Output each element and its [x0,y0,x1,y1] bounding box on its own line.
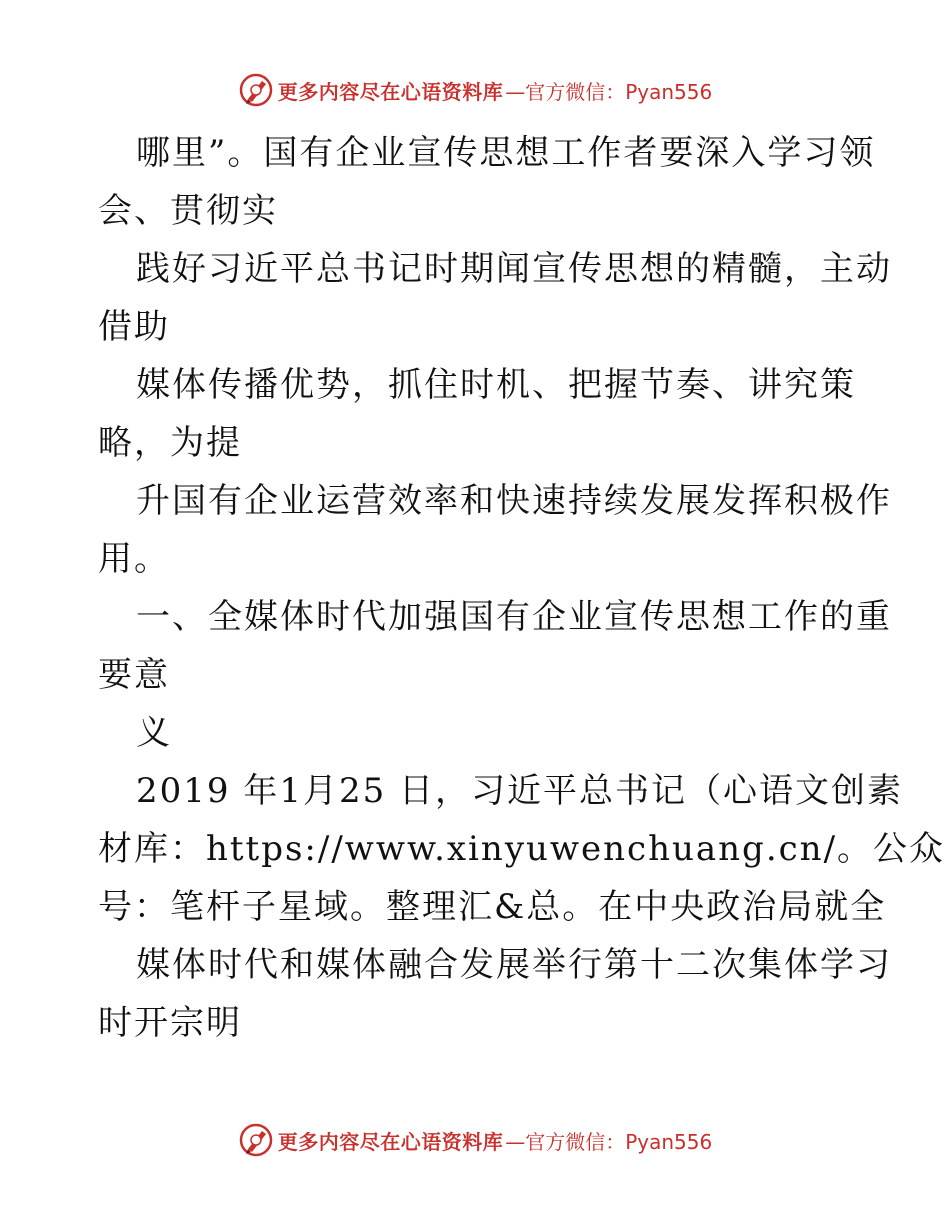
pen-logo-icon [238,1122,274,1158]
body-line: 用。 [98,539,170,579]
body-line: 略，为提 [98,423,242,463]
header-promo-text: 更多内容尽在心语资料库 [277,79,504,104]
section-heading: 一、全媒体时代加强国有企业宣传思想工作的重 [136,597,892,637]
body-line: 材库：https://www.xinyuwenchuang.cn/。公众 [98,829,946,869]
header-banner [0,70,950,110]
body-line: 媒体传播优势，抓住时机、把握节奏、讲究策 [136,365,856,405]
body-line: 媒体时代和媒体融合发展举行第十二次集体学习 [136,945,892,985]
body-line: 会、贯彻实 [98,191,278,231]
body-line: 2019 年1月25 日，习近平总书记（心语文创素 [136,771,904,811]
body-line: 时开宗明 [98,1003,242,1043]
section-heading-cont: 义 [136,713,172,753]
footer-banner [0,1120,950,1160]
body-line: 借助 [98,307,170,347]
footer-official-account: —官方微信：Pyan556 [505,1129,713,1154]
section-heading-cont: 要意 [98,655,170,695]
body-line: 哪里”。国有企业宣传思想工作者要深入学习领 [136,133,876,173]
body-line: 升国有企业运营效率和快速持续发展发挥积极作 [136,481,892,521]
footer-promo-text: 更多内容尽在心语资料库 [277,1129,504,1154]
pen-logo-icon [238,72,274,108]
header-official-account: —官方微信：Pyan556 [505,79,713,104]
body-line: 号：笔杆子星域。整理汇&总。在中央政治局就全 [98,887,887,927]
document-body [98,124,946,1052]
body-line: 践好习近平总书记时期闻宣传思想的精髓，主动 [136,249,892,289]
